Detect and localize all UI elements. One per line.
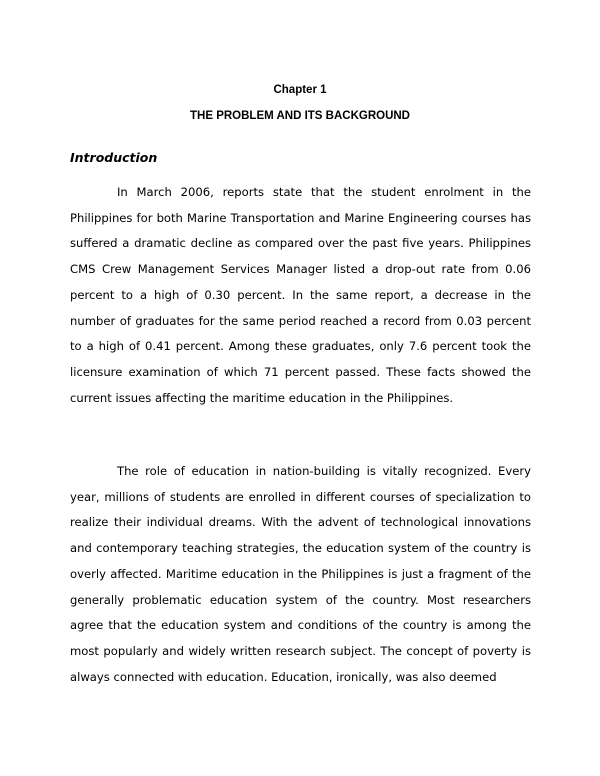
body-paragraph: The role of education in nation-building is vitally recognized. Every year, millions of students are enrolled in different courses of specialization to realize their individual dreams. With the advent of technological innovations and contemporary teaching strategies, the education system of the country is overly affected. Maritime education in the Philippines is just a fragment of the generally problematic education system of the country. Most researchers agree that the education system and conditions of the country is among the most popularly and widely written research subject. The concept of poverty is always connected with education. Education, ironically, was also deemed: [70, 464, 531, 684]
chapter-label: Chapter 1: [273, 84, 327, 96]
chapter-title: THE PROBLEM AND ITS BACKGROUND: [190, 110, 410, 122]
body-paragraph: In March 2006, reports state that the student enrolment in the Philippines for both Marine Transportation and Marine Engineering courses has suffered a dramatic decline as compared over the past five years. Philippines CMS Crew Management Services Manager listed a drop-out rate from 0.06 percent to a high of 0.30 percent. In the same report, a decrease in the number of graduates for the same period reached a record from 0.03 percent to a high of 0.41 percent. Among these graduates, only 7.6 percent took the licensure examination of which 71 percent passed. These facts showed the current issues affecting the maritime education in the Philippines.: [70, 185, 531, 405]
section-heading: Introduction: [70, 150, 158, 165]
